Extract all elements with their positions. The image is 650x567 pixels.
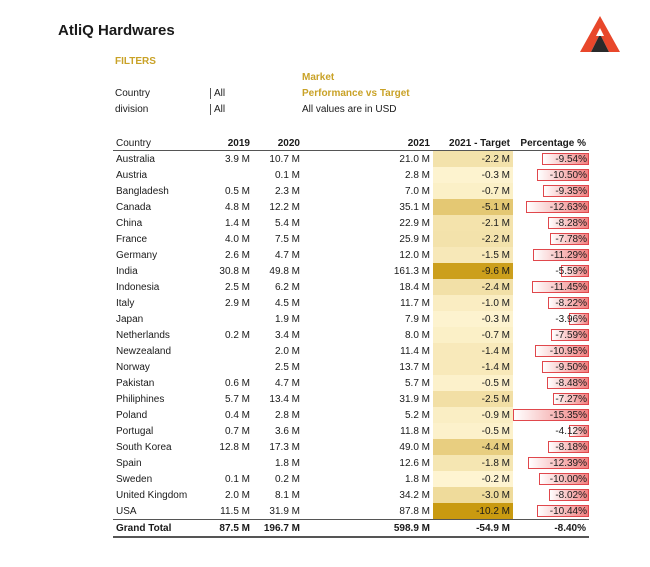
column-header: 2020 <box>253 136 303 151</box>
table-row <box>113 487 589 503</box>
country-cell: India <box>116 265 138 277</box>
country-cell: Sweden <box>116 473 153 485</box>
percentage-label: -8.48% <box>555 377 587 389</box>
value-cell: 0.1 M <box>274 169 300 181</box>
target-cell: -0.9 M <box>433 407 513 423</box>
value-cell: 7.9 M <box>404 313 430 325</box>
table-row <box>113 247 589 263</box>
percentage-label: -8.18% <box>555 441 587 453</box>
value-cell <box>213 311 253 327</box>
percentage-cell <box>513 375 589 391</box>
percentage-cell <box>513 311 589 327</box>
percentage-cell <box>513 215 589 231</box>
percentage-cell <box>513 471 589 487</box>
percentage-label: -4.12% <box>555 425 587 437</box>
value-cell: 5.7 M <box>404 377 430 389</box>
value-cell: 2.5 M <box>274 361 300 373</box>
value-cell: 2.5 M <box>224 281 250 293</box>
value-cell: 4.8 M <box>224 201 250 213</box>
percentage-label: -7.78% <box>555 233 587 245</box>
value-cell: 1.4 M <box>224 217 250 229</box>
value-cell: 49.0 M <box>399 441 430 453</box>
value-cell <box>213 343 253 359</box>
info-performance: Performance vs Target <box>302 88 410 99</box>
table-row <box>113 407 589 423</box>
value-cell: 31.9 M <box>399 393 430 405</box>
value-cell: 11.7 M <box>400 297 430 309</box>
table-row <box>113 167 589 183</box>
total-2020: 196.7 M <box>253 520 303 538</box>
country-cell: South Korea <box>116 441 172 453</box>
percentage-label: -11.45% <box>550 281 587 293</box>
country-cell: Philiphines <box>116 393 165 405</box>
percentage-cell <box>513 263 589 279</box>
value-cell: 5.4 M <box>274 217 300 229</box>
percentage-label: -12.39% <box>549 457 587 469</box>
percentage-cell <box>513 455 589 471</box>
total-2021: 598.9 M <box>303 520 433 538</box>
table-row <box>113 455 589 471</box>
value-cell: 2.3 M <box>274 185 300 197</box>
value-cell: 1.8 M <box>274 457 300 469</box>
filter-division[interactable] <box>115 104 225 115</box>
percentage-cell <box>513 199 589 215</box>
percentage-label: -10.00% <box>549 473 587 485</box>
percentage-cell <box>513 231 589 247</box>
percentage-label: -9.54% <box>555 153 587 165</box>
target-cell: -1.4 M <box>433 359 513 375</box>
performance-table <box>113 136 589 538</box>
country-cell: United Kingdom <box>116 489 188 501</box>
atliq-logo-icon <box>578 14 622 54</box>
table-row <box>113 343 589 359</box>
table-row <box>113 263 589 279</box>
percentage-cell <box>513 503 589 520</box>
filter-label: division <box>115 104 149 115</box>
value-cell: 11.4 M <box>400 345 430 357</box>
table-row <box>113 359 589 375</box>
target-cell: -10.2 M <box>433 503 513 520</box>
target-cell: -2.1 M <box>433 215 513 231</box>
percentage-cell <box>513 247 589 263</box>
value-cell: 12.2 M <box>269 201 300 213</box>
info-market: Market <box>302 72 335 83</box>
value-cell: 4.0 M <box>224 233 250 245</box>
value-cell: 4.5 M <box>274 297 300 309</box>
percentage-label: -3.96% <box>555 313 587 325</box>
percentage-label: -8.02% <box>555 489 587 501</box>
target-cell: -1.4 M <box>433 343 513 359</box>
value-cell: 8.1 M <box>274 489 300 501</box>
value-cell: 1.8 M <box>404 473 430 485</box>
column-header: 2021 - Target <box>433 136 513 151</box>
column-header: Country <box>113 136 213 151</box>
value-cell: 22.9 M <box>399 217 430 229</box>
country-cell: Netherlands <box>116 329 170 341</box>
value-cell: 3.6 M <box>274 425 300 437</box>
table-row <box>113 151 589 168</box>
country-cell: Japan <box>116 313 144 325</box>
country-cell: USA <box>116 505 137 517</box>
target-cell: -0.7 M <box>433 183 513 199</box>
value-cell: 2.0 M <box>224 489 250 501</box>
percentage-cell <box>513 295 589 311</box>
value-cell: 13.7 M <box>399 361 430 373</box>
value-cell: 1.9 M <box>274 313 300 325</box>
percentage-cell <box>513 391 589 407</box>
value-cell: 4.7 M <box>274 249 300 261</box>
country-cell: Italy <box>116 297 135 309</box>
country-cell: Germany <box>116 249 158 261</box>
percentage-label: -11.29% <box>550 249 587 261</box>
value-cell <box>213 359 253 375</box>
filter-value[interactable]: All <box>210 104 225 115</box>
total-label: Grand Total <box>113 520 213 538</box>
value-cell: 11.8 M <box>400 425 430 437</box>
percentage-cell <box>513 487 589 503</box>
value-cell: 12.0 M <box>399 249 430 261</box>
country-cell: France <box>116 233 148 245</box>
value-cell: 30.8 M <box>219 265 250 277</box>
percentage-label: -9.50% <box>555 361 587 373</box>
value-cell: 0.1 M <box>224 473 250 485</box>
value-cell: 12.6 M <box>399 457 430 469</box>
percentage-label: -10.95% <box>549 345 587 357</box>
target-cell: -1.5 M <box>433 247 513 263</box>
grand-total-row <box>113 520 589 538</box>
percentage-label: -10.44% <box>549 505 587 517</box>
filter-country[interactable] <box>115 88 225 99</box>
column-header: 2019 <box>213 136 253 151</box>
percentage-label: -7.27% <box>555 393 587 405</box>
country-cell: China <box>116 217 143 229</box>
percentage-label: -5.59% <box>555 265 587 277</box>
country-cell: Austria <box>116 169 148 181</box>
value-cell: 13.4 M <box>269 393 300 405</box>
value-cell: 18.4 M <box>399 281 430 293</box>
target-cell: -9.6 M <box>433 263 513 279</box>
target-cell: -5.1 M <box>433 199 513 215</box>
target-cell: -0.5 M <box>433 423 513 439</box>
percentage-cell <box>513 439 589 455</box>
value-cell: 2.8 M <box>274 409 300 421</box>
value-cell: 21.0 M <box>399 153 430 165</box>
value-cell: 0.2 M <box>224 329 250 341</box>
total-2019: 87.5 M <box>213 520 253 538</box>
country-cell: Indonesia <box>116 281 160 293</box>
value-cell: 2.6 M <box>224 249 250 261</box>
percentage-cell <box>513 407 589 423</box>
target-cell: -0.2 M <box>433 471 513 487</box>
country-cell: Pakistan <box>116 377 155 389</box>
country-cell: Canada <box>116 201 152 213</box>
target-cell: -1.0 M <box>433 295 513 311</box>
filters-heading: FILTERS <box>115 56 156 67</box>
percentage-label: -8.22% <box>555 297 587 309</box>
value-cell: 10.7 M <box>269 153 300 165</box>
value-cell: 4.7 M <box>274 377 300 389</box>
percentage-cell <box>513 327 589 343</box>
filter-label: Country <box>115 88 151 99</box>
target-cell: -0.3 M <box>433 167 513 183</box>
value-cell: 34.2 M <box>399 489 430 501</box>
column-header: Percentage % <box>513 136 589 151</box>
table-row <box>113 423 589 439</box>
percentage-label: -7.59% <box>555 329 587 341</box>
value-cell: 0.7 M <box>224 425 250 437</box>
target-cell: -0.7 M <box>433 327 513 343</box>
percentage-label: -15.35% <box>549 409 587 421</box>
percentage-label: -8.28% <box>555 217 587 229</box>
percentage-cell <box>513 151 589 168</box>
target-cell: -2.2 M <box>433 151 513 168</box>
report-title: AtliQ Hardwares <box>58 22 175 39</box>
percentage-label: -9.35% <box>555 185 587 197</box>
country-cell: Australia <box>116 153 155 165</box>
table-row <box>113 471 589 487</box>
percentage-cell <box>513 183 589 199</box>
country-cell: Portugal <box>116 425 154 437</box>
country-cell: Spain <box>116 457 142 469</box>
table-row <box>113 391 589 407</box>
value-cell <box>213 167 253 183</box>
table-row <box>113 215 589 231</box>
table-header-row <box>113 136 589 151</box>
value-cell: 2.8 M <box>404 169 430 181</box>
percentage-label: -12.63% <box>549 201 587 213</box>
table-row <box>113 503 589 520</box>
target-cell: -2.5 M <box>433 391 513 407</box>
table-row <box>113 231 589 247</box>
table-row <box>113 311 589 327</box>
percentage-label: -10.50% <box>549 169 587 181</box>
value-cell: 2.9 M <box>224 297 250 309</box>
info-units: All values are in USD <box>302 104 397 115</box>
percentage-cell <box>513 167 589 183</box>
value-cell: 0.6 M <box>224 377 250 389</box>
target-cell: -1.8 M <box>433 455 513 471</box>
percentage-cell <box>513 343 589 359</box>
target-cell: -2.2 M <box>433 231 513 247</box>
value-cell: 8.0 M <box>404 329 430 341</box>
value-cell: 2.0 M <box>274 345 300 357</box>
table-row <box>113 295 589 311</box>
value-cell: 25.9 M <box>399 233 430 245</box>
value-cell: 35.1 M <box>399 201 430 213</box>
value-cell: 49.8 M <box>269 265 300 277</box>
target-cell: -2.4 M <box>433 279 513 295</box>
value-cell: 31.9 M <box>269 505 300 517</box>
target-cell: -0.3 M <box>433 311 513 327</box>
value-cell: 5.2 M <box>404 409 430 421</box>
column-header: 2021 <box>303 136 433 151</box>
value-cell: 3.4 M <box>274 329 300 341</box>
value-cell <box>213 455 253 471</box>
total-target: -54.9 M <box>433 520 513 538</box>
table-row <box>113 279 589 295</box>
filter-value[interactable]: All <box>210 88 225 99</box>
value-cell: 7.0 M <box>404 185 430 197</box>
target-cell: -0.5 M <box>433 375 513 391</box>
value-cell: 11.5 M <box>220 505 250 517</box>
target-cell: -4.4 M <box>433 439 513 455</box>
percentage-cell <box>513 279 589 295</box>
table-row <box>113 375 589 391</box>
value-cell: 0.5 M <box>224 185 250 197</box>
target-cell: -3.0 M <box>433 487 513 503</box>
value-cell: 7.5 M <box>274 233 300 245</box>
table-row <box>113 199 589 215</box>
value-cell: 17.3 M <box>269 441 300 453</box>
table-row <box>113 327 589 343</box>
value-cell: 5.7 M <box>224 393 250 405</box>
value-cell: 87.8 M <box>399 505 430 517</box>
country-cell: Newzealand <box>116 345 172 357</box>
percentage-cell <box>513 423 589 439</box>
value-cell: 161.3 M <box>393 265 430 277</box>
table-row <box>113 183 589 199</box>
country-cell: Bangladesh <box>116 185 169 197</box>
country-cell: Poland <box>116 409 148 421</box>
percentage-cell <box>513 359 589 375</box>
value-cell: 12.8 M <box>219 441 250 453</box>
total-percentage: -8.40% <box>513 520 589 538</box>
country-cell: Norway <box>116 361 150 373</box>
value-cell: 6.2 M <box>274 281 300 293</box>
value-cell: 0.2 M <box>274 473 300 485</box>
value-cell: 3.9 M <box>224 153 250 165</box>
table-row <box>113 439 589 455</box>
value-cell: 0.4 M <box>224 409 250 421</box>
